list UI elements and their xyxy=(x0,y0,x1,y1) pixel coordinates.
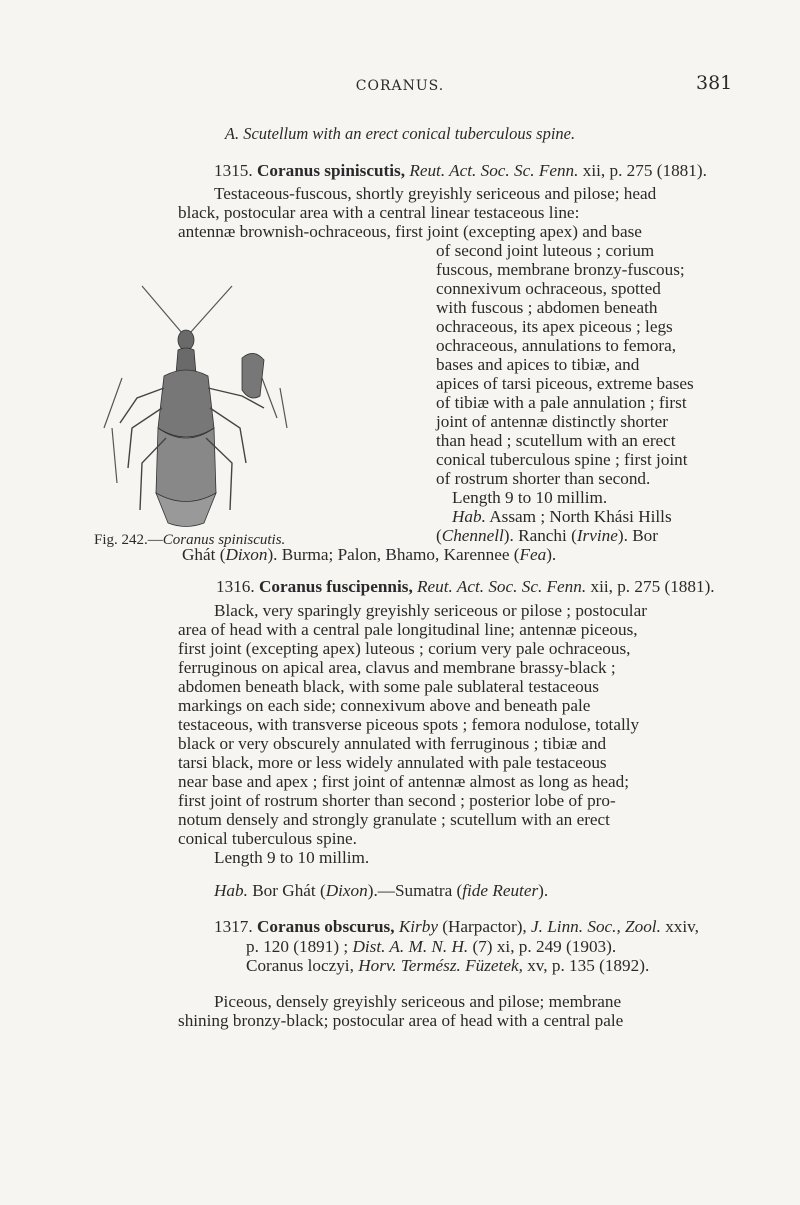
habitat-line xyxy=(436,526,720,545)
desc-line: near base and apex ; first joint of antennæ almost as long as head; xyxy=(178,772,630,791)
desc-line: tarsi black, more or less widely annulated with pale testaceous xyxy=(178,753,607,772)
desc-line: apices of tarsi piceous, extreme bases xyxy=(436,374,694,393)
desc-line: Length 9 to 10 millim. xyxy=(214,848,370,867)
habitat-line xyxy=(214,881,720,900)
habitat-text: ).—Sumatra ( xyxy=(367,881,463,900)
desc-line: Testaceous-fuscous, shortly greyishly sericeous and pilose; head xyxy=(214,184,657,203)
species-number: 1315. xyxy=(214,161,253,180)
collector-name: Chennell xyxy=(441,526,504,545)
desc-line: Black, very sparingly greyishly sericeous or pilose ; postocular xyxy=(214,601,647,620)
desc-line: abdomen beneath black, with some pale sublateral testaceous xyxy=(178,677,599,696)
citation: Horv. Termész. Füzetek, xyxy=(358,956,523,975)
desc-line: notum densely and strongly granulate ; scutellum with an erect xyxy=(178,810,610,829)
citation-detail: p. 120 (1891) ; xyxy=(246,937,353,956)
desc-line: of rostrum shorter than second. xyxy=(436,469,651,488)
species-heading-1315 xyxy=(214,161,744,181)
desc-line: joint of antennæ distinctly shorter xyxy=(436,412,668,431)
citation-detail: (Harpactor), xyxy=(437,917,532,936)
desc-line: fuscous, membrane bronzy-fuscous; xyxy=(436,260,685,279)
synonym-line xyxy=(246,956,720,975)
collector-name: Dixon xyxy=(325,881,368,900)
desc-line: with fuscous ; abdomen beneath xyxy=(436,298,658,317)
desc-line: area of head with a central pale longitudinal line; antennæ piceous, xyxy=(178,620,638,639)
habitat-text: ( xyxy=(436,526,442,545)
caption-species: Coranus spiniscutis. xyxy=(162,532,286,548)
author: Kirby xyxy=(398,917,438,936)
desc-line: ferruginous on apical area, clavus and membrane brassy-black ; xyxy=(178,658,616,677)
page-number: 381 xyxy=(696,72,733,94)
species-number: 1316. xyxy=(216,577,255,596)
desc-line: testaceous, with transverse piceous spots ; femora nodulose, totally xyxy=(178,715,640,734)
hab-label: Hab. xyxy=(214,881,248,900)
species-name: Coranus obscurus, xyxy=(256,917,395,936)
section-heading: A. Scutellum with an erect conical tuberculous spine. xyxy=(224,124,576,143)
desc-line: Piceous, densely greyishly sericeous and pilose; membrane xyxy=(214,992,622,1011)
desc-line: bases and apices to tibiæ, and xyxy=(436,355,640,374)
citation: Reut. Act. Soc. Sc. Fenn. xyxy=(409,161,579,180)
hab-label: Hab. xyxy=(452,507,486,526)
citation-detail: (7) xi, p. 249 (1903). xyxy=(468,937,617,956)
habitat-text: ). Burma; Palon, Bhamo, Karennee ( xyxy=(267,545,520,564)
insect-illustration xyxy=(82,278,327,543)
citation-detail: xii, p. 275 (1881). xyxy=(578,161,707,180)
species-heading-1316 xyxy=(216,577,746,597)
species-heading-1317 xyxy=(214,917,744,937)
reference-note: fide Reuter xyxy=(462,881,539,900)
synonym: Coranus loczyi, xyxy=(246,956,359,975)
desc-line: antennæ brownish-ochraceous, first joint (excepting apex) and base xyxy=(178,222,642,241)
collector-name: Irvine xyxy=(576,526,618,545)
citation-detail: xv, p. 135 (1892). xyxy=(522,956,650,975)
desc-line: Length 9 to 10 millim. xyxy=(452,488,608,507)
habitat-text: Ghát ( xyxy=(182,545,226,564)
citation-detail: xii, p. 275 (1881). xyxy=(586,577,715,596)
citation-detail: xxiv, xyxy=(660,917,699,936)
figure-caption xyxy=(94,532,334,549)
habitat-text: ). xyxy=(546,545,557,564)
habitat-text: Bor Ghát ( xyxy=(247,881,326,900)
desc-line: black, postocular area with a central linear testaceous line: xyxy=(178,203,580,222)
desc-line: than head ; scutellum with an erect xyxy=(436,431,676,450)
desc-line: shining bronzy-black; postocular area of head with a central pale xyxy=(178,1011,624,1030)
species-number: 1317. xyxy=(214,917,253,936)
habitat-text: ). xyxy=(538,881,549,900)
habitat-text: ). Ranchi ( xyxy=(503,526,577,545)
desc-line: of tibiæ with a pale annulation ; first xyxy=(436,393,687,412)
citation: Reut. Act. Soc. Sc. Fenn. xyxy=(417,577,587,596)
desc-line: black or very obscurely annulated with ferruginous ; tibiæ and xyxy=(178,734,607,753)
desc-line: first joint of rostrum shorter than second ; posterior lobe of pro- xyxy=(178,791,616,810)
species-name: Coranus fuscipennis, xyxy=(258,577,413,596)
desc-line: of second joint luteous ; corium xyxy=(436,241,655,260)
habitat-text: ). Bor xyxy=(617,526,658,545)
species-name: Coranus spiniscutis, xyxy=(256,161,406,180)
running-head: CORANUS. xyxy=(355,78,445,94)
caption-label: Fig. 242.— xyxy=(94,532,163,548)
habitat-line xyxy=(452,507,720,526)
habitat-text: Assam ; North Khási Hills xyxy=(485,507,672,526)
collector-name: Fea xyxy=(519,545,547,564)
citation: Dist. A. M. N. H. xyxy=(352,937,469,956)
desc-line: ochraceous, annulations to femora, xyxy=(436,336,677,355)
desc-line: markings on each side; connexivum above and beneath pale xyxy=(178,696,591,715)
collector-name: Dixon xyxy=(225,545,268,564)
desc-line: ochraceous, its apex piceous ; legs xyxy=(436,317,673,336)
citation: J. Linn. Soc., Zool. xyxy=(531,917,661,936)
desc-line: connexivum ochraceous, spotted xyxy=(436,279,661,298)
citation-line xyxy=(246,937,720,956)
desc-line: conical tuberculous spine ; first joint xyxy=(436,450,688,469)
desc-line: first joint (excepting apex) luteous ; corium very pale ochraceous, xyxy=(178,639,631,658)
desc-line: conical tuberculous spine. xyxy=(178,829,357,848)
